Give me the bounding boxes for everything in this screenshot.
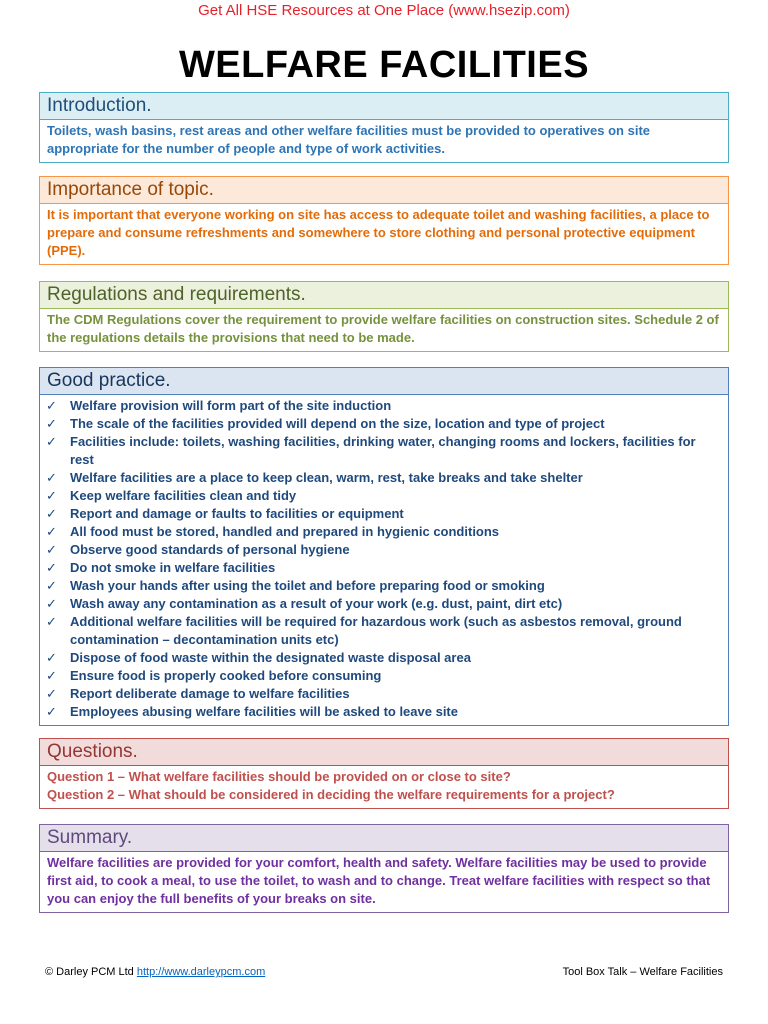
checkmark-icon: ✓ <box>46 488 57 503</box>
section-heading: Importance of topic. <box>39 176 729 204</box>
list-item: ✓ All food must be stored, handled and prepared in hygienic conditions <box>46 524 500 539</box>
list-item: ✓ Wash away any contamination as a result of your work (e.g. dust, paint, dirt etc) <box>46 596 563 611</box>
list-item: ✓ Dispose of food waste within the designated waste disposal area <box>46 650 471 665</box>
list-item: ✓ Observe good standards of personal hygiene <box>46 542 350 557</box>
summary-section <box>39 824 729 913</box>
checkmark-icon: ✓ <box>46 506 57 521</box>
checkmark-icon: ✓ <box>46 416 57 431</box>
list-item: ✓ Additional welfare facilities will be required for hazardous work (such as asbestos removal, ground contamination – decontamination units etc) <box>46 614 682 647</box>
checkmark-icon: ✓ <box>46 578 57 593</box>
checkmark-icon: ✓ <box>46 614 57 629</box>
section-body <box>39 395 729 726</box>
section-heading: Summary. <box>39 824 729 852</box>
section-body <box>39 852 729 913</box>
section-heading: Introduction. <box>39 92 729 120</box>
section-body <box>39 766 729 809</box>
checkmark-icon: ✓ <box>46 686 57 701</box>
page-title: WELFARE FACILITIES <box>178 44 590 86</box>
section-body <box>39 120 729 163</box>
checkmark-icon: ✓ <box>46 470 57 485</box>
list-item: ✓ Ensure food is properly cooked before consuming <box>46 668 382 683</box>
list-item: ✓ Report and damage or faults to facilities or equipment <box>46 506 404 521</box>
checkmark-icon: ✓ <box>46 398 57 413</box>
list-item: ✓ Wash your hands after using the toilet and before preparing food or smoking <box>46 578 545 593</box>
list-item: ✓ Welfare provision will form part of the site induction <box>46 398 392 413</box>
list-item: ✓ Facilities include: toilets, washing facilities, drinking water, changing rooms and lockers, facilities for rest <box>46 434 696 467</box>
checkmark-icon: ✓ <box>46 704 57 719</box>
importance-section <box>39 176 729 265</box>
good-practice-list <box>44 397 721 721</box>
regulations-section <box>39 281 729 352</box>
section-body <box>39 309 729 352</box>
copyright-text: © Darley PCM Ltd <box>45 966 134 978</box>
website-link[interactable]: http://www.darleypcm.com <box>136 966 266 978</box>
section-text: The CDM Regulations cover the requirement to provide welfare facilities on construction sites. Schedule 2 of the regulations details the provisions that need to be made. <box>47 312 719 345</box>
checkmark-icon: ✓ <box>46 560 57 575</box>
list-item: ✓ Do not smoke in welfare facilities <box>46 560 276 575</box>
list-item: ✓ Employees abusing welfare facilities will be asked to leave site <box>46 704 458 719</box>
list-item: ✓ Welfare facilities are a place to keep clean, warm, rest, take breaks and take shelter <box>46 470 583 485</box>
footer-title: Tool Box Talk – Welfare Facilities <box>562 966 723 978</box>
footer-left <box>45 966 265 978</box>
checkmark-icon: ✓ <box>46 650 57 665</box>
list-item: ✓ Report deliberate damage to welfare facilities <box>46 686 350 701</box>
checkmark-icon: ✓ <box>46 542 57 557</box>
top-banner: Get All HSE Resources at One Place (www.hsezip.com) <box>198 2 570 19</box>
section-body <box>39 204 729 265</box>
section-heading: Good practice. <box>39 367 729 395</box>
checkmark-icon: ✓ <box>46 668 57 683</box>
introduction-section <box>39 92 729 163</box>
section-heading: Questions. <box>39 738 729 766</box>
checkmark-icon: ✓ <box>46 434 57 449</box>
list-item: ✓ Keep welfare facilities clean and tidy <box>46 488 297 503</box>
section-heading: Regulations and requirements. <box>39 281 729 309</box>
list-item: ✓ The scale of the facilities provided will depend on the size, location and type of project <box>46 416 605 431</box>
section-text: Toilets, wash basins, rest areas and other welfare facilities must be provided to operatives on site appropriate for the number of people and type of work activities. <box>47 123 651 156</box>
section-text: Welfare facilities are provided for your comfort, health and safety. Welfare facilities may be used to provide first aid, to cook a meal, to use the toilet, to wash and to change. Treat welfare facilities with respect so that you can enjoy the full benefits of your breaks on site. <box>47 855 711 906</box>
questions-section <box>39 738 729 809</box>
section-text: It is important that everyone working on site has access to adequate toilet and washing facilities, a place to prepare and consume refreshments and somewhere to store clothing and personal protective equipment (PPE). <box>47 207 710 258</box>
question-item: Question 2 – What should be considered in deciding the welfare requirements for a project? <box>47 787 615 802</box>
checkmark-icon: ✓ <box>46 524 57 539</box>
checkmark-icon: ✓ <box>46 596 57 611</box>
question-item: Question 1 – What welfare facilities should be provided on or close to site? <box>47 769 511 784</box>
good-practice-section <box>39 367 729 726</box>
